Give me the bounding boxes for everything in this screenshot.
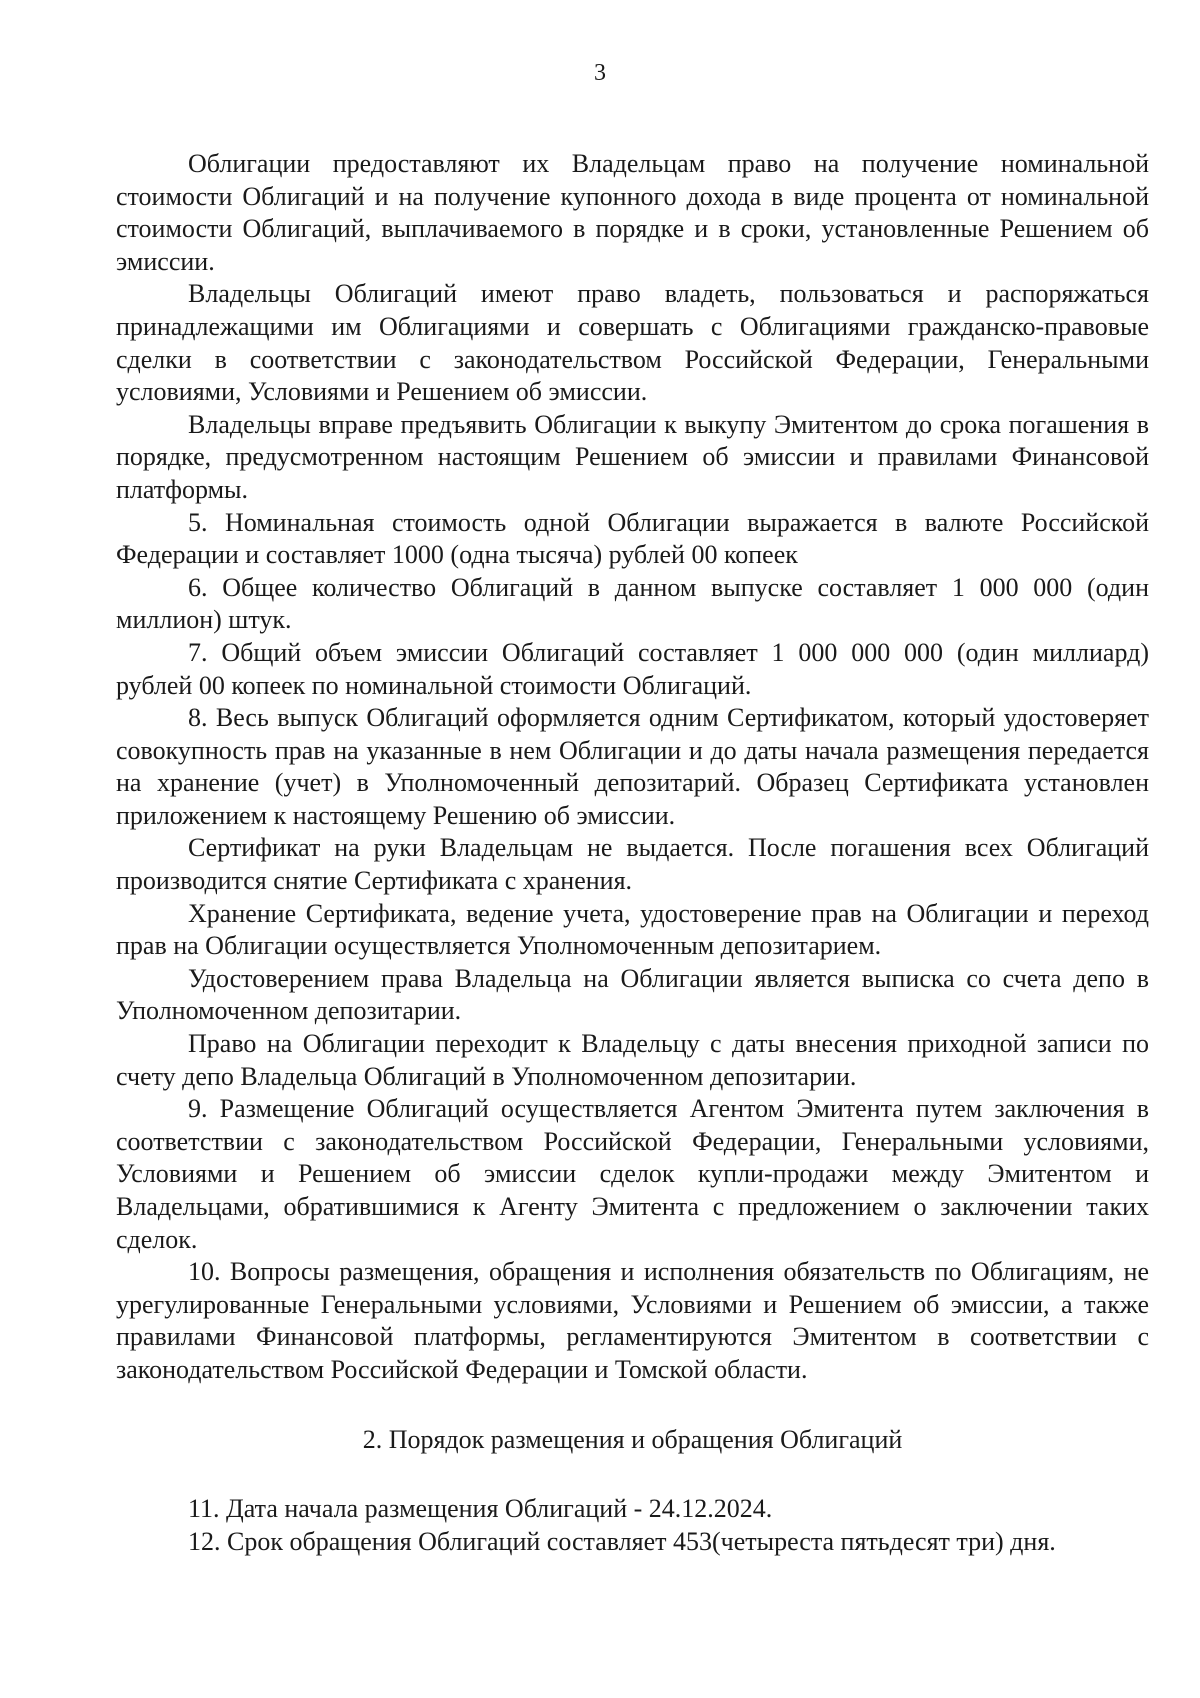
clause-9-placement: 9. Размещение Облигаций осуществляется Агентом Эмитента путем заключения в соответствии с законодательством Российской Федерации, Генеральными условиями, Условиями и Решением об эмиссии сделок купли-продажи между Эмитентом и Владельцами, обратившимися к Агенту Эмитента с предложением о заключении таких сделок. <box>116 1094 1149 1254</box>
paragraph-certificate-storage: Хранение Сертификата, ведение учета, удостоверение прав на Облигации и переход прав на Облигации осуществляется Уполномоченным депозитарием. <box>116 898 1149 961</box>
paragraph-early-redemption: Владельцы вправе предъявить Облигации к выкупу Эмитентом до срока погашения в порядке, предусмотренном настоящим Решением об эмиссии и правилами Финансовой платформы. <box>116 409 1149 504</box>
paragraph-right-transfer: Право на Облигации переходит к Владельцу с даты внесения приходной записи по счету депо Владельца Облигаций в Уполномоченном депозитарии. <box>116 1029 1149 1091</box>
paragraph-right-certification: Удостоверением права Владельца на Облигации является выписка со счета депо в Уполномоченном депозитарии. <box>116 963 1149 1026</box>
page-number: 3 <box>594 60 606 86</box>
paragraph-owners-rights: Облигации предоставляют их Владельцам право на получение номинальной стоимости Облигаций и на получение купонного дохода в виде процента от номинальной стоимости Облигаций, выплачиваемого в порядке и в сроки, установленные Решением об эмиссии. <box>116 149 1149 276</box>
document-body <box>116 148 1149 1558</box>
clause-12-circulation-term: 12. Срок обращения Облигаций составляет 453(четыреста пятьдесят три) дня. <box>188 1526 1056 1556</box>
clause-8-certificate: 8. Весь выпуск Облигаций оформляется одним Сертификатом, который удостоверяет совокупность прав на указанные в нем Облигации и до даты начала размещения передается на хранение (учет) в Уполномоченный депозитарий. Образец Сертификата установлен приложением к настоящему Решению об эмиссии. <box>116 703 1149 830</box>
section-title: 2. Порядок размещения и обращения Облигаций <box>362 1424 903 1454</box>
clause-7-total-volume: 7. Общий объем эмиссии Облигаций составляет 1 000 000 000 (один миллиард) рублей 00 копеек по номинальной стоимости Облигаций. <box>116 637 1149 700</box>
clause-11-placement-date: 11. Дата начала размещения Облигаций - 24.12.2024. <box>188 1494 773 1524</box>
clause-6-quantity: 6. Общее количество Облигаций в данном выпуске составляет 1 000 000 (один миллион) штук. <box>116 572 1149 635</box>
paragraph-owners-powers: Владельцы Облигаций имеют право владеть, пользоваться и распоряжаться принадлежащими им Облигациями и совершать с Облигациями гражданско-правовые сделки в соответствии с законодательством Российской Федерации, Генеральными условиями, Условиями и Решением об эмиссии. <box>116 279 1149 407</box>
clause-5-nominal-value: 5. Номинальная стоимость одной Облигации выражается в валюте Российской Федерации и составляет 1000 (одна тысяча) рублей 00 копеек <box>116 507 1149 570</box>
paragraph-certificate-handover: Сертификат на руки Владельцам не выдается. После погашения всех Облигаций производится снятие Сертификата с хранения. <box>116 833 1149 896</box>
clause-10-regulation: 10. Вопросы размещения, обращения и исполнения обязательств по Облигациям, не урегулированные Генеральными условиями, Условиями и Решением об эмиссии, а также правилами Финансовой платформы, регламентируются Эмитентом в соответствии с законодательством Российской Федерации и Томской области. <box>116 1257 1149 1384</box>
